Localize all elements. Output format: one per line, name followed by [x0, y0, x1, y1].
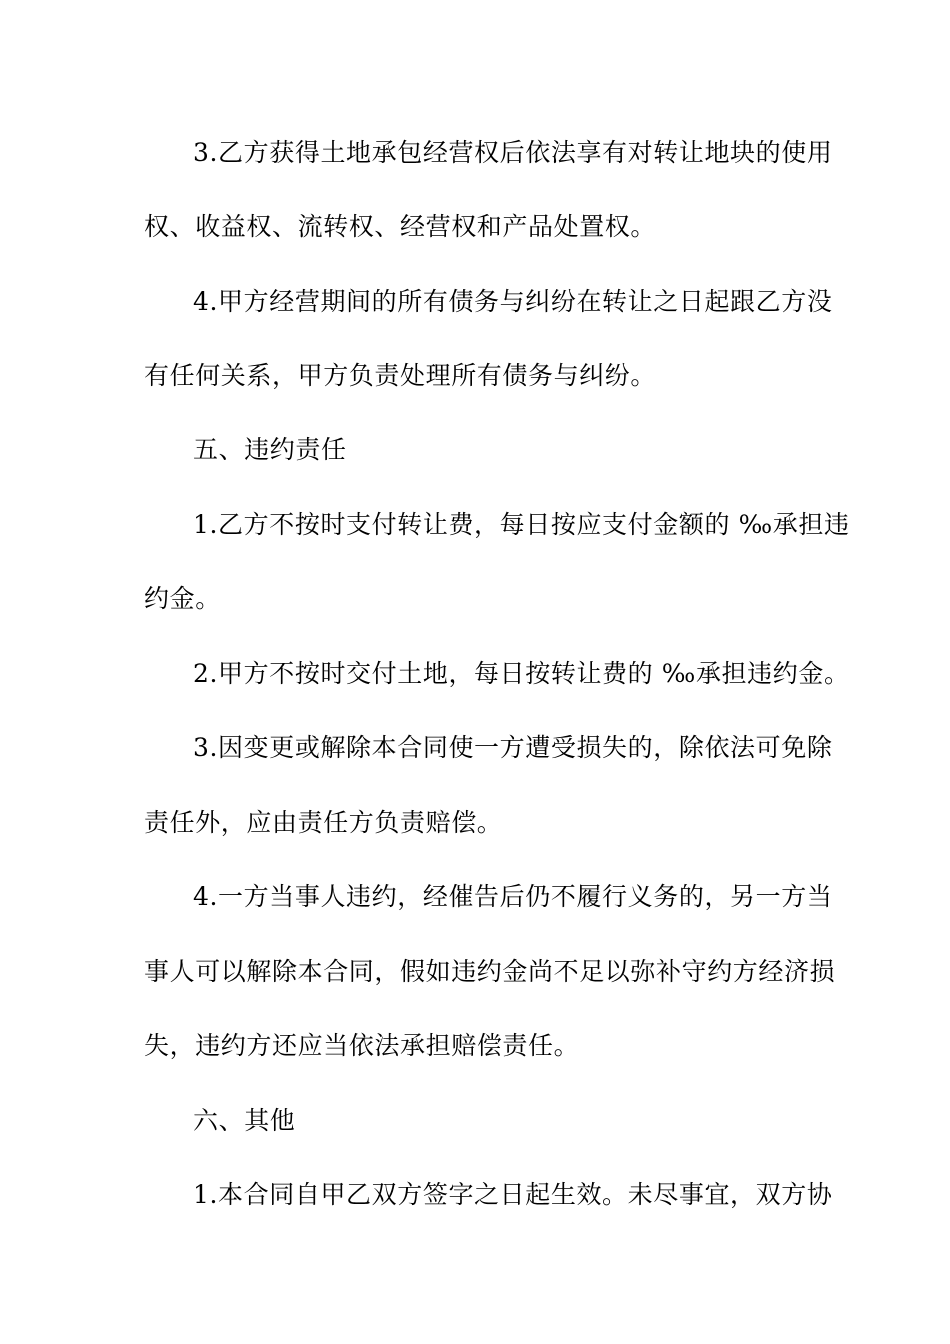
paragraph-line: 1.本合同自甲乙双方签字之日起生效。未尽事宜，双方协 [193, 1180, 833, 1209]
paragraph-line: 事人可以解除本合同，假如违约金尚不足以弥补守约方经济损 [144, 957, 836, 986]
section-heading: 六、其他 [193, 1106, 296, 1135]
paragraph-line: 1.乙方不按时支付转让费，每日按应支付金额的 ‰承担违 [193, 510, 850, 539]
paragraph-line: 约金。 [144, 584, 221, 613]
paragraph-line: 3.因变更或解除本合同使一方遭受损失的，除依法可免除 [193, 733, 833, 762]
paragraph-line: 2.甲方不按时交付土地，每日按转让费的 ‰承担违约金。 [193, 659, 850, 688]
paragraph-line: 4.一方当事人违约，经催告后仍不履行义务的，另一方当 [193, 882, 833, 911]
paragraph-line: 4.甲方经营期间的所有债务与纠纷在转让之日起跟乙方没 [193, 287, 833, 316]
paragraph-line: 3.乙方获得土地承包经营权后依法享有对转让地块的使用 [193, 138, 833, 167]
section-heading: 五、违约责任 [193, 435, 347, 464]
paragraph-line: 失，违约方还应当依法承担赔偿责任。 [144, 1031, 580, 1060]
paragraph-line: 权、收益权、流转权、经营权和产品处置权。 [144, 212, 657, 241]
paragraph-line: 责任外，应由责任方负责赔偿。 [144, 808, 503, 837]
paragraph-line: 有任何关系，甲方负责处理所有债务与纠纷。 [144, 361, 657, 390]
